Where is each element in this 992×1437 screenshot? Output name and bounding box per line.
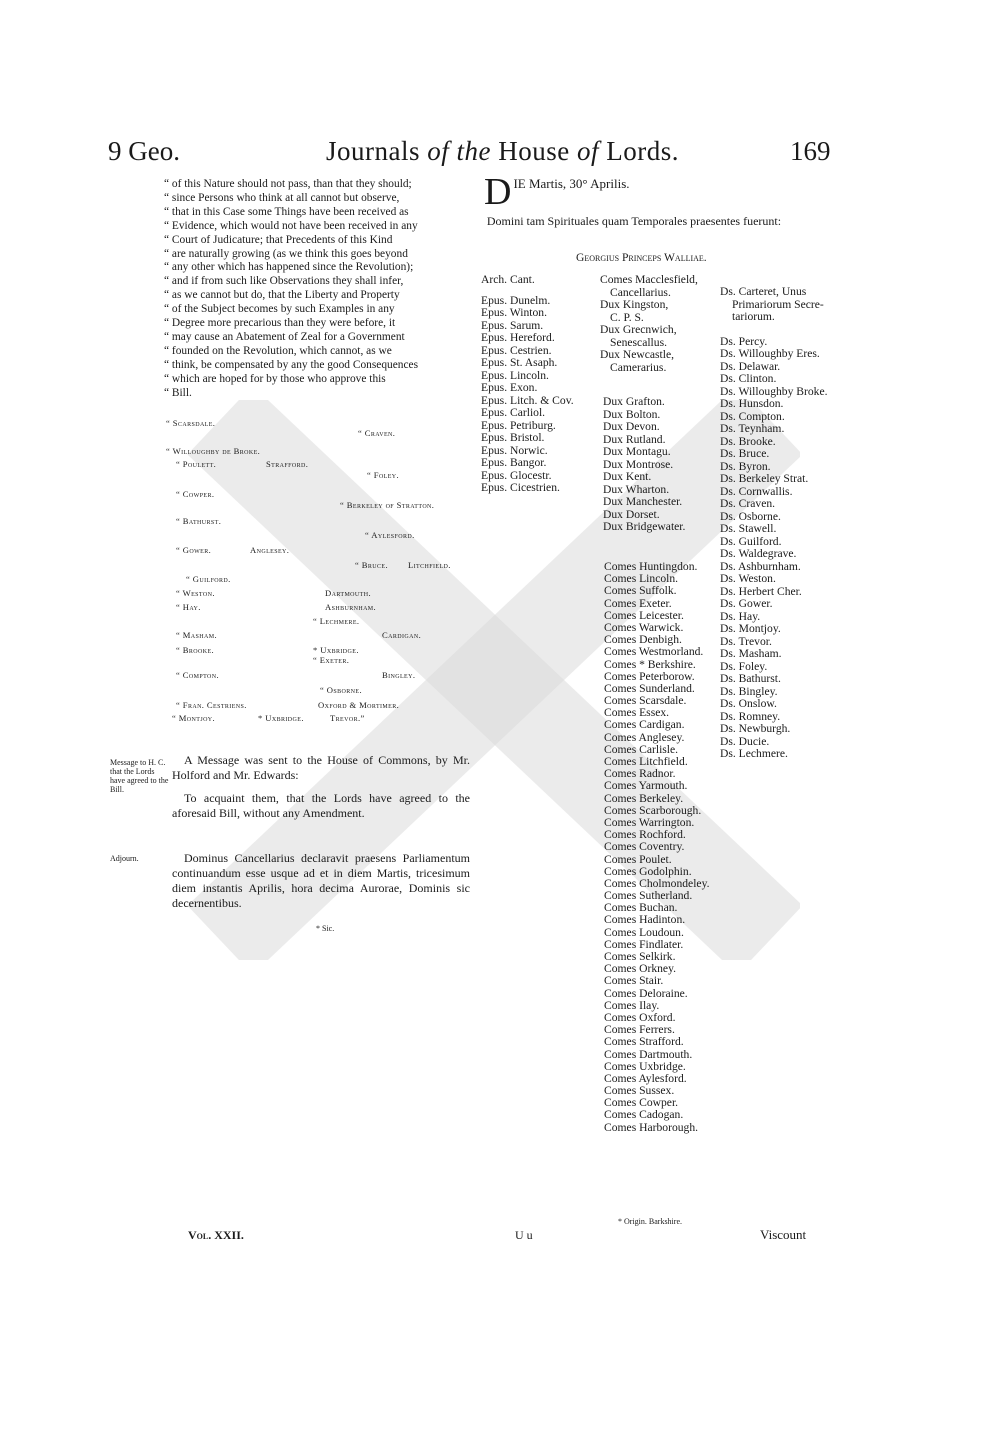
signature: Strafford. — [266, 459, 309, 469]
list-item: Epus. Sarum. — [481, 318, 544, 332]
list-item: Comes Selkirk. — [604, 950, 676, 963]
petition-line: “ since Persons who think at all cannot but observe, — [164, 191, 400, 204]
signature: “ Foley. — [367, 470, 400, 480]
list-item: Comes Loudoun. — [604, 925, 684, 939]
list-item: Comes Peterborow. — [604, 669, 695, 683]
list-item: Ds. Trevor. — [720, 634, 772, 648]
list-item: Ds. Foley. — [720, 659, 768, 673]
dukes-list — [603, 396, 685, 534]
petition-line: “ Court of Judicature; that Precedents of this Kind — [164, 233, 393, 246]
list-item: Epus. Lincoln. — [481, 368, 549, 382]
list-item: Ds. Cornwallis. — [720, 484, 793, 498]
list-item: Ds. Teynham. — [720, 422, 785, 435]
list-item: Comes Yarmouth. — [604, 779, 688, 793]
signature: “ Cowper. — [176, 489, 215, 499]
petition-line: “ Bill. — [164, 386, 192, 399]
list-item: Ds. Romney. — [720, 709, 781, 723]
list-item: Comes Litchfield. — [604, 755, 688, 768]
earls-list — [604, 561, 710, 1134]
signature: “ Compton. — [176, 670, 220, 680]
list-item: Comes Carlisle. — [604, 742, 679, 756]
list-item: Ds. Byron. — [720, 459, 771, 473]
signature: “ Willoughby de Broke. — [166, 446, 261, 456]
header-regnal: 9 Geo. — [108, 136, 180, 166]
list-item: Comes Hadinton. — [604, 913, 686, 927]
list-item: Comes Findlater. — [604, 937, 684, 951]
petition-line: “ any other which has happened since the Revolution); — [164, 261, 414, 274]
list-item: Ds. Ducie. — [720, 734, 770, 748]
list-item: Comes Poulet. — [604, 852, 672, 866]
list-item: Epus. Hereford. — [481, 331, 555, 344]
petition-text — [164, 178, 470, 401]
list-item: Comes Huntingdon. — [604, 560, 698, 573]
drop-cap: D — [484, 171, 512, 213]
list-item: Dux Wharton. — [603, 482, 670, 496]
signature: “ Weston. — [176, 588, 215, 598]
list-item: Comes Exeter. — [604, 596, 672, 610]
list-item: Comes Orkney. — [604, 962, 677, 976]
signature: Litchfield. — [408, 560, 451, 570]
spiritual-lords-list — [481, 274, 574, 495]
signature: “ Lechmere. — [313, 616, 360, 626]
catchword: Viscount — [760, 1227, 807, 1242]
list-item: Dux Newcastle, — [600, 348, 675, 361]
signature: “ Montjoy. — [172, 713, 216, 723]
list-item: Comes Sussex. — [604, 1084, 675, 1098]
margin-note-message: Message to H. C. that the Lords have agreed to the Bill. — [110, 758, 169, 794]
list-item: Primariorum Secre- — [732, 297, 824, 311]
list-item: Ds. Stawell. — [720, 522, 777, 535]
signature: Cardigan. — [382, 630, 422, 640]
petition-line: “ Evidence, which would not have been received in any — [164, 219, 418, 232]
message-text: A Message was sent to the House of Commons, by Mr. Holford and Mr. Edwards: — [172, 753, 470, 782]
signature: Anglesey. — [250, 545, 290, 555]
list-item: Comes Godolphin. — [604, 864, 692, 878]
list-item: Comes Oxford. — [604, 1010, 676, 1024]
list-item: Comes Warwick. — [604, 620, 684, 634]
signature: * Uxbridge. — [258, 713, 304, 723]
list-item: Ds. Lechmere. — [720, 747, 788, 760]
list-item: Epus. Petriburg. — [481, 418, 556, 432]
list-item: Dux Dorset. — [603, 507, 660, 521]
list-item: Dux Rutland. — [603, 432, 666, 446]
list-item: Dux Devon. — [603, 420, 660, 433]
list-item: Epus. Bristol. — [481, 431, 545, 444]
signature: Oxford & Mortimer. — [318, 700, 400, 710]
list-item: Comes Deloraine. — [604, 986, 688, 1000]
list-item: Ds. Masham. — [720, 647, 782, 660]
list-item: Comes Sutherland. — [604, 889, 693, 903]
list-item: Dux Montagu. — [603, 445, 671, 458]
list-item: Ds. Weston. — [720, 572, 776, 585]
petition-line: “ Degree more precarious than they were before, it — [164, 317, 396, 330]
list-item: Cancellarius. — [610, 285, 671, 299]
list-item: Comes Cholmondeley. — [604, 876, 710, 890]
list-item: Dux Montrose. — [603, 457, 674, 471]
list-item: Ds. Hunsdon. — [720, 397, 784, 410]
list-item: Dux Grecnwich, — [600, 323, 677, 336]
officers-list — [600, 274, 698, 374]
list-item: Dux Bolton. — [603, 407, 661, 421]
list-item: Comes Scarsdale. — [604, 694, 687, 708]
signature: Bingley. — [382, 670, 416, 680]
list-item: Ds. Guilford. — [720, 534, 782, 548]
signature: “ Scarsdale. — [166, 418, 216, 428]
list-item: Comes Lincoln. — [604, 572, 679, 586]
list-item: Ds. Percy. — [720, 334, 768, 348]
list-item: Comes Ferrers. — [604, 1023, 675, 1037]
petition-line: “ think, be compensated by any the good Consequences — [164, 358, 419, 371]
petition-line: “ are naturally growing (as we think this goes beyond — [164, 247, 408, 260]
list-item: Ds. Gower. — [720, 597, 773, 610]
list-item: Ds. Newburgh. — [720, 722, 791, 735]
list-item: Ds. Bruce. — [720, 447, 770, 460]
list-item: Ds. Willoughby Eres. — [720, 347, 820, 360]
signature: “ Poulett. — [176, 459, 217, 469]
list-item: tariorum. — [732, 310, 775, 323]
list-item: Ds. Ashburnham. — [720, 559, 801, 573]
list-item: Comes Cardigan. — [604, 718, 685, 732]
title-word: Lords. — [606, 136, 680, 166]
signature: “ Bathurst. — [176, 516, 222, 526]
signature: “ Aylesford. — [365, 530, 415, 540]
petition-line: “ founded on the Revolution, which cannot, as we — [164, 344, 392, 357]
margin-note-adjourn: Adjourn. — [110, 854, 139, 863]
list-item: Epus. Dunelm. — [481, 293, 551, 307]
list-item: Ds. Delawar. — [720, 359, 781, 373]
list-item: Comes Coventry. — [604, 840, 685, 854]
list-item: Dux Kent. — [603, 470, 652, 483]
list-item: Dux Manchester. — [603, 495, 683, 508]
list-item: Comes Dartmouth. — [604, 1047, 693, 1061]
signature: “ Berkeley of Stratton. — [340, 500, 435, 510]
list-item: Epus. Winton. — [481, 306, 547, 319]
signature: “ Brooke. — [176, 645, 215, 655]
list-item: Comes Aylesford. — [604, 1071, 687, 1085]
list-item: Comes Buchan. — [604, 901, 678, 915]
list-item: Comes Uxbridge. — [604, 1059, 686, 1073]
list-item: Ds. Onslow. — [720, 697, 777, 710]
list-item: Ds. Bathurst. — [720, 672, 781, 685]
signature: “ Exeter. — [313, 655, 350, 665]
list-item: Dux Grafton. — [603, 395, 665, 408]
list-item: C. P. S. — [610, 310, 644, 324]
date-text: IE Martis, 30° Aprilis. — [513, 176, 630, 191]
list-item: Ds. Compton. — [720, 409, 785, 423]
list-item: Comes Strafford. — [604, 1035, 684, 1049]
list-item: Dux Kingston, — [600, 298, 669, 311]
list-item: Comes Ilay. — [604, 998, 660, 1012]
list-item: Comes Anglesey. — [604, 730, 685, 744]
list-item: Ds. Clinton. — [720, 372, 777, 385]
footer-volume: Vol. XXII. — [188, 1228, 244, 1242]
list-item: Comes Radnor. — [604, 767, 676, 781]
signature: “ Guilford. — [186, 574, 231, 584]
present-heading: Domini tam Spirituales quam Temporales praesentes fuerunt: — [486, 214, 782, 228]
list-item: Ds. Berkeley Strat. — [720, 472, 809, 485]
signature: Ashburnham. — [325, 602, 377, 612]
message-acquaint: To acquaint them, that the Lords have agreed to the aforesaid Bill, without any Amendment. — [172, 791, 470, 820]
list-item: Comes Rochford. — [604, 828, 686, 842]
list-item: Comes Cadogan. — [604, 1108, 684, 1122]
list-item: Comes Warrington. — [604, 815, 695, 829]
signature: Dartmouth. — [325, 588, 371, 598]
list-item: Epus. Litch. & Cov. — [481, 393, 574, 407]
petition-line: “ of the Subject becomes by such Examples in any — [164, 303, 395, 316]
list-item: Epus. Glocestr. — [481, 468, 552, 482]
title-word: the — [456, 136, 492, 166]
signature: Trevor.” — [330, 713, 365, 723]
title-word: Journals — [326, 136, 420, 166]
petition-line: “ and if from such like Observations they shall infer, — [164, 275, 404, 288]
petition-line: “ that in this Case some Things have been received as — [164, 205, 409, 218]
list-item: Comes Macclesfield, — [600, 273, 698, 286]
signature: “ Craven. — [358, 428, 396, 438]
list-item: Ds. Willoughby Broke. — [720, 384, 828, 398]
adjourn-text: Dominus Cancellarius declaravit praesens Parliamentum continuandum esse usque ad et in diem Martis, tricesimum diem instantis Aprilis, hora decima Aurorae, Dominis sic decernentibus. — [172, 851, 470, 910]
list-item: Comes Essex. — [604, 706, 670, 720]
list-item: Epus. Bangor. — [481, 456, 547, 469]
title-word: of — [577, 136, 600, 166]
signature: “ Gower. — [176, 545, 212, 555]
footnote-sic: * Sic. — [316, 924, 335, 933]
title-word: House — [498, 136, 570, 166]
list-item: Epus. St. Asaph. — [481, 356, 558, 369]
signature: “ Bruce. — [355, 560, 389, 570]
list-item: Ds. Brooke. — [720, 434, 776, 448]
list-item: Ds. Waldegrave. — [720, 547, 797, 560]
list-item: Comes Suffolk. — [604, 584, 677, 598]
list-item: Comes Harborough. — [604, 1120, 699, 1134]
list-item: Comes Westmorland. — [604, 645, 704, 659]
signature: * Uxbridge. — [313, 645, 359, 655]
list-item: Ds. Craven. — [720, 497, 776, 510]
signature: “ Fran. Cestriens. — [176, 700, 247, 710]
title-word: of — [427, 136, 450, 166]
list-item: Epus. Exon. — [481, 381, 538, 394]
list-item: Comes Cowper. — [604, 1096, 679, 1110]
list-item: Comes Scarborough. — [604, 803, 702, 817]
list-item: Comes Stair. — [604, 974, 664, 988]
list-item: Ds. Montjoy. — [720, 622, 781, 635]
signature: “ Osborne. — [320, 685, 362, 695]
list-item: Ds. Hay. — [720, 609, 761, 623]
list-item: Epus. Cicestrien. — [481, 481, 560, 494]
list-item: Ds. Herbert Cher. — [720, 584, 802, 598]
list-item: Ds. Bingley. — [720, 684, 778, 698]
date-heading — [484, 171, 630, 213]
list-item: Comes Berkeley. — [604, 791, 684, 805]
list-item: Camerarius. — [610, 360, 667, 374]
signature-mark: U u — [515, 1228, 533, 1242]
petition-line: “ of this Nature should not pass, than that they should; — [164, 178, 412, 190]
list-item: Epus. Carliol. — [481, 406, 546, 419]
page-number: 169 — [790, 136, 831, 166]
list-item: Epus. Norwic. — [481, 443, 548, 457]
header-title — [326, 136, 679, 167]
list-item: Comes Denbigh. — [604, 633, 682, 647]
petition-line: “ may cause an Abatement of Zeal for a Government — [164, 330, 405, 343]
list-item: Comes Sunderland. — [604, 681, 695, 695]
petition-line: “ which are hoped for by those who approve this — [164, 372, 386, 385]
list-item: Ds. Carteret, Unus — [720, 285, 807, 298]
petition-line: “ as we cannot but do, that the Liberty and Property — [164, 289, 400, 302]
list-item: Comes * Berkshire. — [604, 657, 696, 671]
list-item: Senescallus. — [610, 335, 667, 349]
barons-list — [720, 286, 828, 761]
list-item: Ds. Osborne. — [720, 509, 781, 523]
earls-footnote: * Origin. Barkshire. — [618, 1217, 682, 1226]
prince-line: Georgius Princeps Walliae. — [576, 251, 707, 264]
list-item: Dux Bridgewater. — [603, 520, 686, 533]
list-item: Comes Leicester. — [604, 608, 684, 622]
signature: “ Masham. — [176, 630, 218, 640]
signature: “ Hay. — [176, 602, 201, 612]
list-item: Arch. Cant. — [481, 273, 535, 286]
list-item: Epus. Cestrien. — [481, 343, 552, 357]
